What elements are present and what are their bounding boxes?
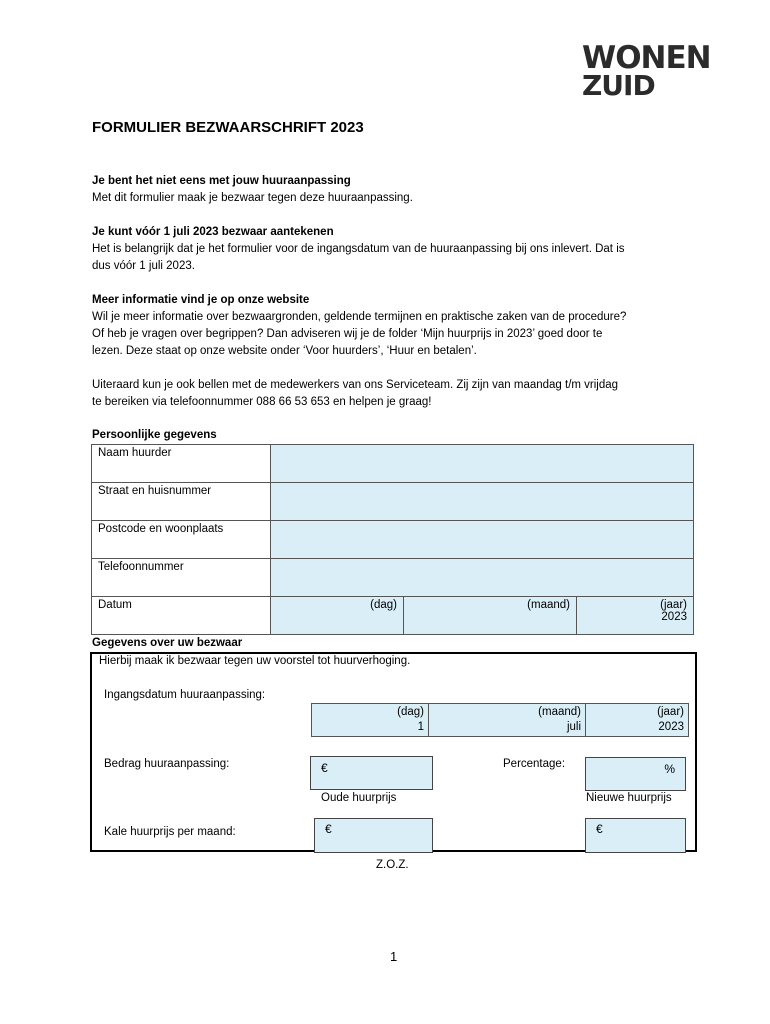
table-row <box>92 559 694 597</box>
table-row <box>92 483 694 521</box>
row-label: Straat en huisnummer <box>92 483 271 521</box>
personal-table <box>91 444 694 635</box>
postcode-input[interactable] <box>271 521 694 559</box>
start-month-cell[interactable]: (maand) juli <box>429 704 586 737</box>
page-number: 1 <box>390 949 398 964</box>
euro-sign: € <box>596 822 603 836</box>
new-price-label: Nieuwe huurprijs <box>586 792 672 804</box>
table-row <box>312 704 689 737</box>
amount-input[interactable] <box>310 756 433 790</box>
row-label: Naam huurder <box>92 445 271 483</box>
start-date-label: Ingangsdatum huuraanpassing: <box>104 689 266 701</box>
phone-input[interactable] <box>271 559 694 597</box>
intro-section-3: Meer informatie vind je op onze website Wil je meer informatie over bezwaargronden, geldende termijnen en praktische zaken van de procedure? Of heb je vragen over begrippen? Dan adviseren wij je de folder ‘Mijn huurprijs in 2023’ goed door te lezen. Deze staat op onze website onder ‘Voor huurders’, ‘Huur en betalen’. <box>92 294 627 357</box>
objection-heading: Gegevens over uw bezwaar <box>92 637 243 649</box>
euro-sign: € <box>325 822 332 836</box>
start-date-table <box>311 703 689 737</box>
page-title: FORMULIER BEZWAARSCHRIFT 2023 <box>92 119 364 136</box>
euro-sign: € <box>321 761 328 775</box>
date-year-input[interactable]: (jaar) 2023 <box>577 597 694 635</box>
row-label: Datum <box>92 597 271 635</box>
wonen-zuid-logo: WONEN ZUID <box>582 40 711 102</box>
percentage-input[interactable] <box>585 757 686 791</box>
row-label: Telefoonnummer <box>92 559 271 597</box>
old-rent-input[interactable] <box>314 818 433 853</box>
start-day-cell[interactable]: (dag) 1 <box>312 704 429 737</box>
percent-sign: % <box>664 762 675 776</box>
intro-section-2: Je kunt vóór 1 juli 2023 bezwaar aantekenen Het is belangrijk dat je het formulier voor de ingangsdatum van de huuraanpassing bij ons inlevert. Dat is dus vóór 1 juli 2023. <box>92 226 625 272</box>
intro-section-1: Je bent het niet eens met jouw huuraanpassing Met dit formulier maak je bezwaar tegen deze huuraanpassing. <box>92 175 413 204</box>
old-price-label: Oude huurprijs <box>321 792 397 804</box>
start-year-cell[interactable]: (jaar) 2023 <box>586 704 689 737</box>
table-row <box>92 597 694 635</box>
name-input[interactable] <box>271 445 694 483</box>
zoz-note: Z.O.Z. <box>376 859 409 871</box>
new-rent-input[interactable] <box>585 818 686 853</box>
intro-section-4: Uiteraard kun je ook bellen met de medewerkers van ons Serviceteam. Zij zijn van maandag t/m vrijdag te bereiken via telefoonnummer 088 66 53 653 en helpen je graag! <box>92 379 619 408</box>
row-label: Postcode en woonplaats <box>92 521 271 559</box>
table-row <box>92 521 694 559</box>
base-rent-label: Kale huurprijs per maand: <box>104 826 236 838</box>
objection-statement: Hierbij maak ik bezwaar tegen uw voorstel tot huurverhoging. <box>99 655 411 667</box>
date-month-input[interactable]: (maand) <box>404 597 577 635</box>
table-row <box>92 445 694 483</box>
date-day-input[interactable]: (dag) <box>271 597 404 635</box>
amount-label: Bedrag huuraanpassing: <box>104 758 230 770</box>
street-input[interactable] <box>271 483 694 521</box>
percentage-label: Percentage: <box>503 758 566 770</box>
personal-heading: Persoonlijke gegevens <box>92 429 217 441</box>
